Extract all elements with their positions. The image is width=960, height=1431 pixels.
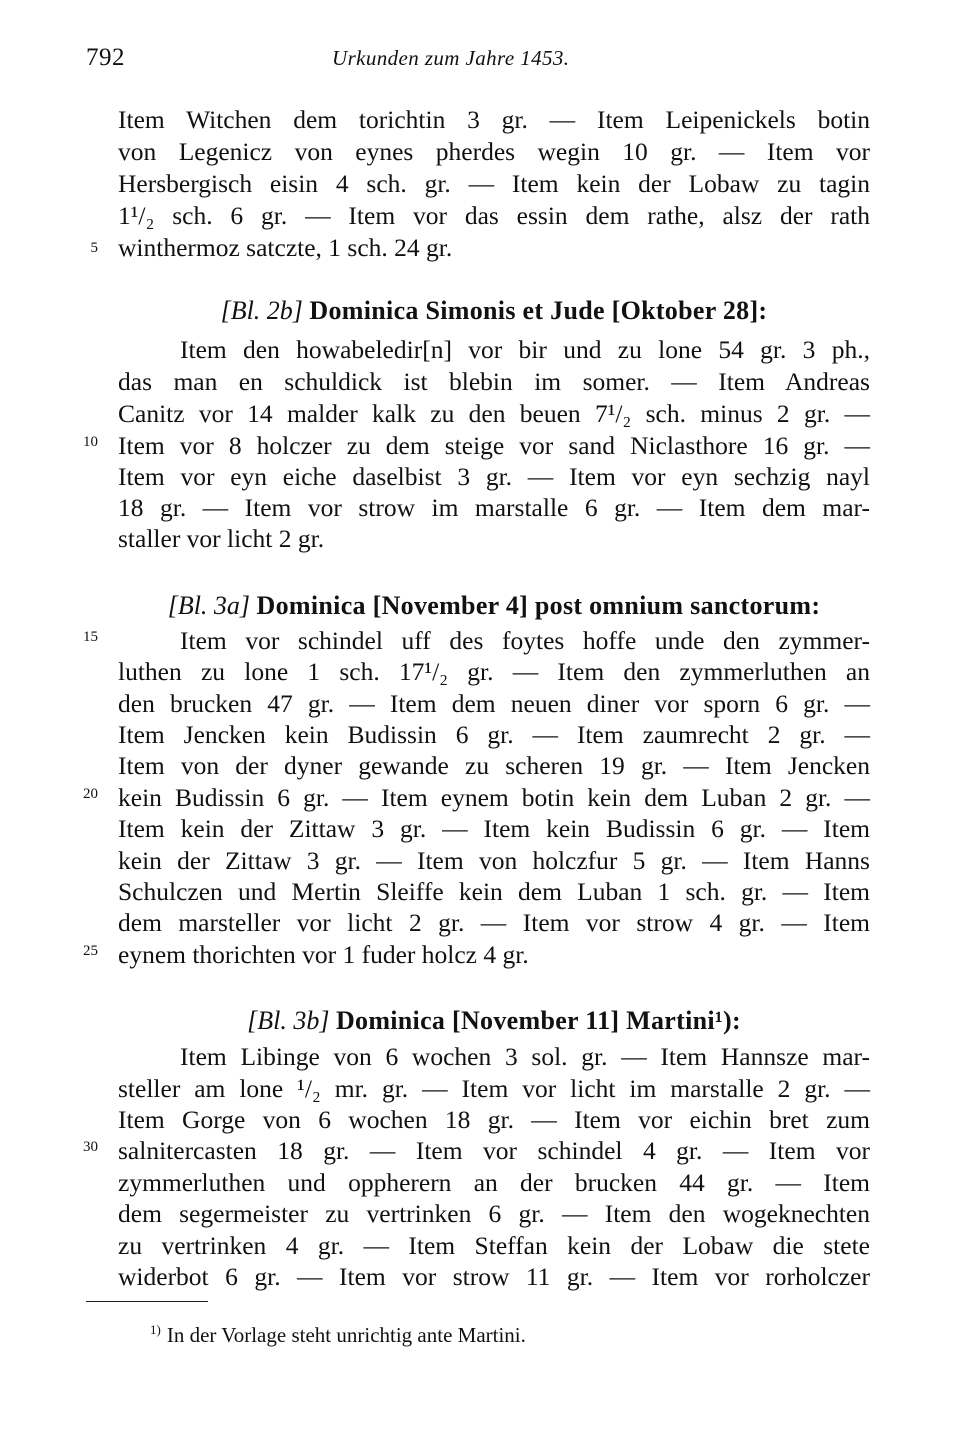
section-heading	[118, 293, 870, 329]
footnote-text: In der Vorlage steht unrichtig ante Martini.	[166, 1323, 526, 1347]
footnote-mark: 1)	[150, 1322, 161, 1337]
page-header	[86, 44, 876, 80]
text-line: kein Budissin 6 gr. — Item eynem botin kein dem Luban 2 gr. —	[118, 783, 870, 812]
text-line: Item Libinge von 6 wochen 3 sol. gr. — Item Hannsze mar-	[180, 1042, 870, 1071]
text-line: steller am lone ¹/₂ mr. gr. — Item vor licht im marstalle 2 gr. —	[118, 1074, 870, 1103]
folio-reference: [Bl. 3a]	[167, 591, 251, 620]
text-line: Item Jencken kein Budissin 6 gr. — Item zaumrecht 2 gr. —	[118, 720, 870, 749]
line-number: 30	[83, 1139, 98, 1155]
text-line: kein der Zittaw 3 gr. — Item von holczfur 5 gr. — Item Hanns	[118, 846, 870, 875]
text-line: dem segermeister zu vertrinken 6 gr. — Item den wogeknechten	[118, 1199, 870, 1228]
text-line: widerbot 6 gr. — Item vor strow 11 gr. — Item vor rorholczer	[118, 1262, 870, 1291]
text-line: Hersbergisch eisin 4 sch. gr. — Item kein der Lobaw zu tagin	[118, 169, 870, 198]
footnote	[150, 1316, 526, 1349]
text-line: 18 gr. — Item vor strow im marstalle 6 gr. — Item dem mar-	[118, 493, 870, 522]
text-line: Item Witchen dem torichtin 3 gr. — Item Leipenickels botin	[118, 105, 870, 134]
section-title: Dominica Simonis et Jude [Oktober 28]:	[309, 296, 768, 325]
text-line: Schulczen und Mertin Sleiffe kein dem Luban 1 sch. gr. — Item	[118, 877, 870, 906]
text-line: zu vertrinken 4 gr. — Item Steffan kein der Lobaw die stete	[118, 1231, 870, 1260]
text-line: Item von der dyner gewande zu scheren 19 gr. — Item Jencken	[118, 751, 870, 780]
running-title: Urkunden zum Jahre 1453.	[332, 46, 570, 70]
section-heading	[118, 1003, 870, 1039]
text-line: dem marsteller vor licht 2 gr. — Item vor strow 4 gr. — Item	[118, 908, 870, 937]
footnote-rule	[86, 1301, 208, 1302]
text-line: Canitz vor 14 malder kalk zu den beuen 7¹/₂ sch. minus 2 gr. —	[118, 399, 870, 428]
text-line: eynem thorichten vor 1 fuder holcz 4 gr.	[118, 940, 529, 969]
text-line: zymmerluthen und oppherern an der brucken 44 gr. — Item	[118, 1168, 870, 1197]
text-line: 1¹/₂ sch. 6 gr. — Item vor das essin dem rathe, alsz der rath	[118, 201, 870, 230]
text-line: Item den howabeledir[n] vor bir und zu lone 54 gr. 3 ph.,	[180, 335, 870, 364]
section-title: Dominica [November 11] Martini¹):	[335, 1006, 741, 1035]
text-line: Item Gorge von 6 wochen 18 gr. — Item vor eichin bret zum	[118, 1105, 870, 1134]
text-line: winthermoz satczte, 1 sch. 24 gr.	[118, 233, 453, 262]
line-number: 5	[90, 240, 98, 256]
line-number: 20	[83, 786, 98, 802]
text-line: das man en schuldick ist blebin im somer. — Item Andreas	[118, 367, 870, 396]
text-line: Item vor schindel uff des foytes hoffe unde den zymmer-	[180, 626, 870, 655]
text-line: von Legenicz von eynes pherdes wegin 10 gr. — Item vor	[118, 137, 870, 166]
line-number: 10	[83, 434, 98, 450]
section-heading	[118, 588, 870, 624]
text-line: salnitercasten 18 gr. — Item vor schindel 4 gr. — Item vor	[118, 1136, 870, 1165]
line-number: 25	[83, 943, 98, 959]
text-line: den brucken 47 gr. — Item dem neuen diner vor sporn 6 gr. —	[118, 689, 870, 718]
text-line: Item vor 8 holczer zu dem steige vor sand Niclasthore 16 gr. —	[118, 431, 870, 460]
line-number: 15	[83, 629, 98, 645]
folio-reference: [Bl. 2b]	[220, 296, 303, 325]
text-line: Item kein der Zittaw 3 gr. — Item kein Budissin 6 gr. — Item	[118, 814, 870, 843]
text-line: Item vor eyn eiche daselbist 3 gr. — Item vor eyn sechzig nayl	[118, 462, 870, 491]
section-title: Dominica [November 4] post omnium sanctorum:	[256, 591, 821, 620]
text-line: staller vor licht 2 gr.	[118, 524, 325, 553]
folio-reference: [Bl. 3b]	[247, 1006, 330, 1035]
text-line: luthen zu lone 1 sch. 17¹/₂ gr. — Item den zymmerluthen an	[118, 657, 870, 686]
page-number: 792	[86, 44, 125, 71]
